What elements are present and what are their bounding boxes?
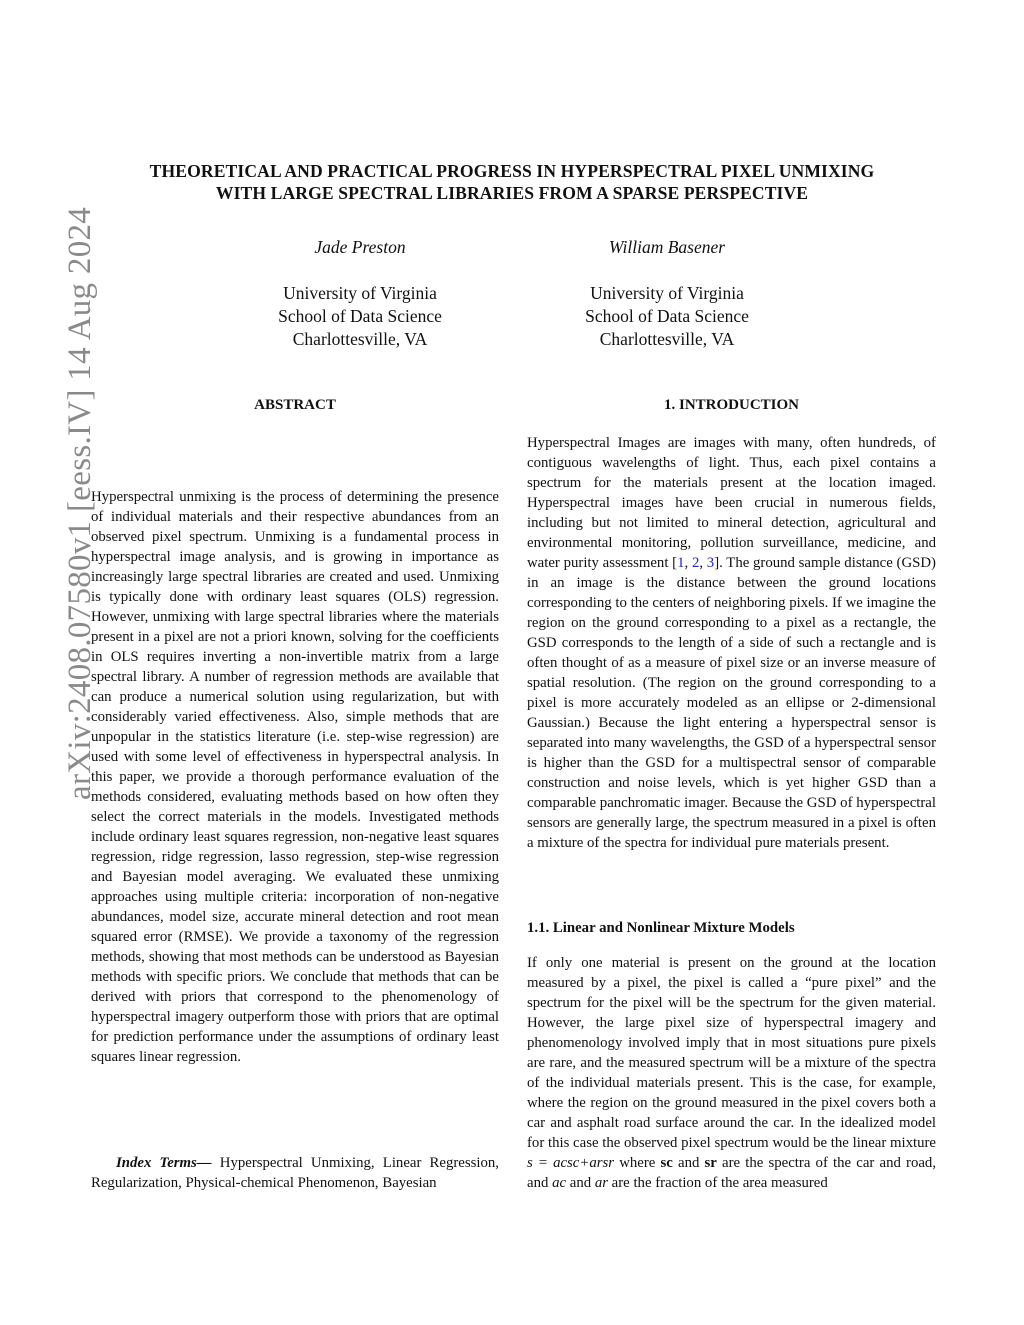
arxiv-side-label: arXiv:2408.07580v1 [eess.IV] 14 Aug 2024 [62,206,98,800]
author-block-2 [537,236,797,351]
car-fraction-symbol: ac [552,1175,567,1191]
subsection-paragraph: If only one material is present on the ground at the location measured by a pixel, the pixel is called a “pure pixel” and the spectrum for the pixel will be the spectrum for the given material. However, the large pixel size of hyperspectral imagery and phenomenology involved imply that in most situations pure pixels are rare, and the measured spectrum will be a mixture of the spectra of the individual materials present. This is the case, for example, where the region on the ground measured in the pixel covers both a car and asphalt road surface around the car. In the idealized model for this case the observed pixel spectrum would be the linear mixture s = acsc+arsr where sc and sr are the spectra of the car and road, and ac and ar are the fraction of the area measured [527,955,937,1191]
introduction-heading: 1. INTRODUCTION [663,397,799,413]
index-terms-label: Index Terms— [116,1155,212,1171]
author-affiliation: University of Virginia [590,283,744,303]
author-block-1 [230,236,490,351]
title-line-2: WITH LARGE SPECTRAL LIBRARIES FROM A SPARSE PERSPECTIVE [215,183,809,203]
abstract-text: Hyperspectral unmixing is the process of determining the presence of individual materials and their respective abundances from an observed pixel spectrum. Unmixing is a fundamental process in hyperspectral image analysis, and is growing in importance as increasingly large spectral libraries are created and used. Unmixing is typically done with ordinary least squares (OLS) regression. However, unmixing with large spectral libraries where the materials present in a pixel are not a priori known, solving for the coefficients in OLS requires inverting a non-invertible matrix from a large spectral library. A number of regression methods are available that can produce a numerical solution using regularization, but with considerably varied effectiveness. Also, simple methods that are unpopular in the statistics literature (i.e. step-wise regression) are used with some level of effectiveness in hyperspectral analysis. In this paper, we provide a thorough performance evaluation of the methods considered, evaluating methods based on how often they select the correct materials in the models. Investigated methods include ordinary least squares regression, non-negative least squares regression, ridge regression, lasso regression, step-wise regression and Bayesian model averaging. We evaluated these unmixing approaches using multiple criteria: incorporation of non-negative abundances, model size, accurate mineral detection and root mean squared error (RMSE). We provide a taxonomy of the regression methods, showing that most methods can be understood as Bayesian methods with specific priors. We conclude that methods that can be derived with priors that correspond to the phenomenology of hyperspectral imagery outperform those with priors that are optimal for prediction performance under the assumptions of ordinary least squares linear regression. [91,489,499,1065]
author-affiliation: University of Virginia [283,283,437,303]
citation-link-3[interactable]: 3 [706,555,715,571]
index-terms-paragraph [91,1153,499,1193]
road-fraction-symbol: ar [594,1175,608,1191]
index-terms [91,1153,499,1193]
abstract-body [91,487,499,1067]
introduction-paragraph: Hyperspectral Images are images with many, often hundreds, of contiguous wavelengths of light. Thus, each pixel contains a spectrum for the materials present at the location imaged. Hyperspectral images have been crucial in numerous fields, including but not limited to mineral detection, agricultural and environmental monitoring, pollution surveillance, medicine, and water purity assessment [1, 2, 3]. The ground sample distance (GSD) in an image is the distance between the ground locations corresponding to the centers of neighboring pixels. If we imagine the region on the ground corresponding to a pixel as a rectangle, the GSD corresponds to the length of a side of such a rectangle and is often thought of as a measure of pixel size or an inverse measure of spatial resolution. (The region on the ground corresponding to a pixel is more accurately modeled as an ellipse or 2-dimensional Gaussian.) Because the light entering a hyperspectral sensor is separated into many wavelengths, the GSD of a hyperspectral sensor is higher than the GSD for a multispectral sensor of comparable construction and noise levels, which is yet higher GSD than a comparable panchromatic imager. Because the GSD of hyperspectral sensors are generally large, the spectrum measured in a pixel is often a mixture of the spectra for individual pure materials present. [527,435,936,851]
author-location: Charlottesville, VA [292,329,428,349]
index-terms-text: Hyperspectral Unmixing, Linear Regression, Regularization, Physical-chemical Phenomenon, Bayesian [91,1155,500,1191]
abstract-heading: ABSTRACT [254,397,336,413]
road-spectrum-symbol: sr [704,1155,717,1171]
mixture-equation: s = acsc+arsr [527,1155,615,1171]
car-spectrum-symbol: sc [660,1155,673,1171]
citation-link-1[interactable]: 1 [677,555,685,571]
author-department: School of Data Science [278,306,442,326]
author-location: Charlottesville, VA [599,329,735,349]
author-department: School of Data Science [585,306,749,326]
introduction-body [527,433,936,853]
paper-title [80,160,944,204]
title-line-1: THEORETICAL AND PRACTICAL PROGRESS IN HYPERSPECTRAL PIXEL UNMIXING [149,161,875,181]
author-name: Jade Preston [314,237,406,257]
author-name: William Basener [608,237,726,257]
subsection-heading: 1.1. Linear and Nonlinear Mixture Models [527,920,795,936]
subsection-body [527,953,936,1193]
citation-link-2[interactable]: 2 [691,555,700,571]
